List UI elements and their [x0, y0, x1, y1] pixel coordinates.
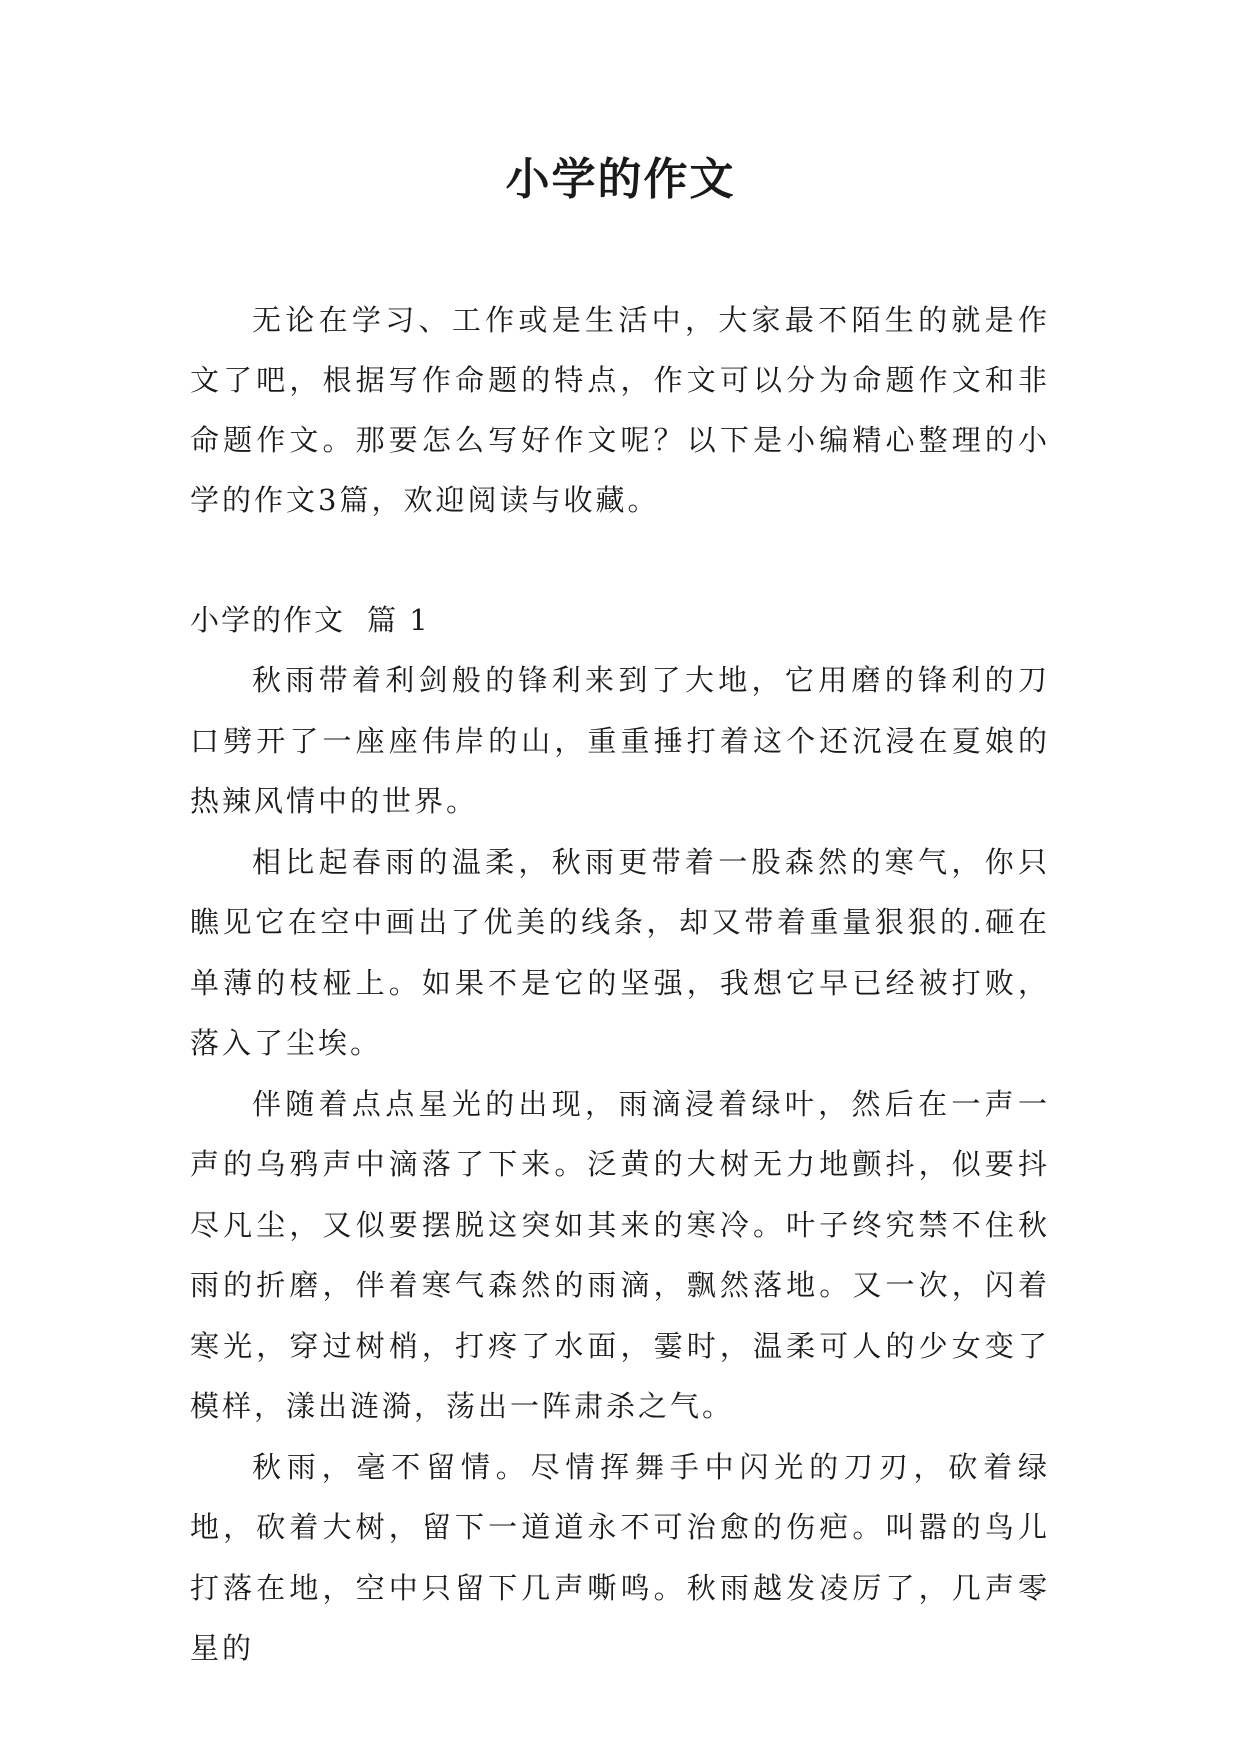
document-body: [190, 290, 1050, 1679]
section-heading: [190, 590, 1050, 650]
body-paragraph: 秋雨，毫不留情。尽情挥舞手中闪光的刀刃，砍着绿地，砍着大树，留下一道道永不可治愈的伤疤。叫嚣的鸟儿打落在地，空中只留下几声嘶鸣。秋雨越发凌厉了，几声零星的: [190, 1449, 1050, 1665]
body-paragraph: 秋雨带着利剑般的锋利来到了大地，它用磨的锋利的刀口劈开了一座座伟岸的山，重重捶打着这个还沉浸在夏娘的热辣风情中的世界。: [190, 663, 1050, 818]
body-paragraph: 伴随着点点星光的出现，雨滴浸着绿叶，然后在一声一声的乌鸦声中滴落了下来。泛黄的大树无力地颤抖，似要抖尽凡尘，又似要摆脱这突如其来的寒冷。叶子终究禁不住秋雨的折磨，伴着寒气森然的雨滴，飘然落地。又一次，闪着寒光，穿过树梢，打疼了水面，霎时，温柔可人的少女变了模样，漾出涟漪，荡出一阵肃杀之气。: [190, 1086, 1050, 1423]
section-heading-number: 篇 1: [367, 603, 430, 637]
document-title: 小学的作文: [505, 154, 736, 205]
section-heading-title: 小学的作文: [190, 603, 346, 637]
intro-paragraph: 无论在学习、工作或是生活中，大家最不陌生的就是作文了吧，根据写作命题的特点，作文可以分为命题作文和非命题作文。那要怎么写好作文呢？以下是小编精心整理的小学的作文3篇，欢迎阅读与收藏。: [190, 303, 1050, 517]
body-paragraph: 相比起春雨的温柔，秋雨更带着一股森然的寒气，你只瞧见它在空中画出了优美的线条，却又带着重量狠狠的.砸在单薄的枝桠上。如果不是它的坚强，我想它早已经被打败，落入了尘埃。: [190, 844, 1050, 1060]
